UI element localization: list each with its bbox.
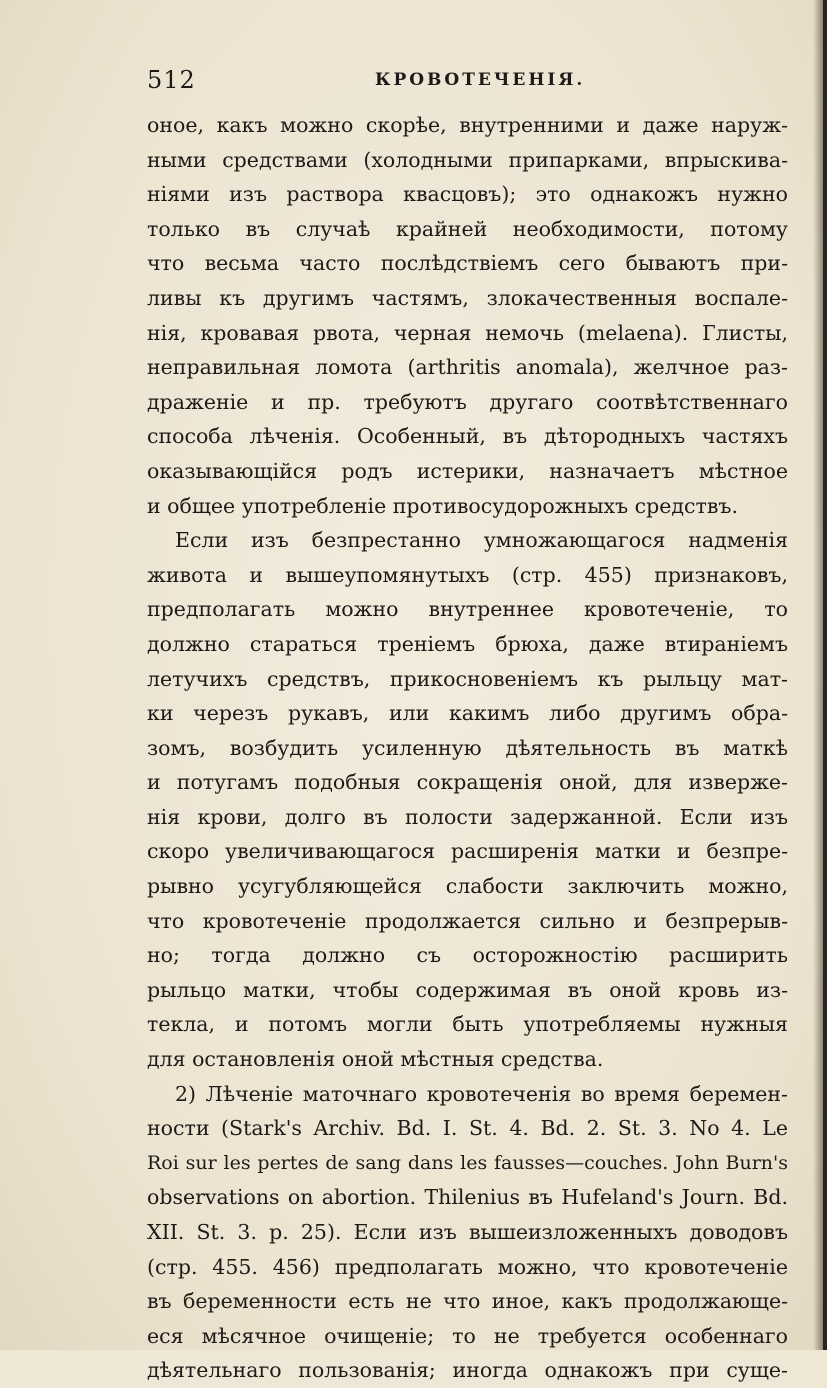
- page-edge: [823, 0, 827, 1350]
- text-line: нія, кровавая рвота, черная немочь (melaena). Глисты,: [147, 320, 788, 345]
- text-line: и общее употребленіе противосудорожныхъ средствъ.: [147, 493, 738, 518]
- page-number: 512: [147, 66, 196, 94]
- text-line: способа лѣченія. Особенный, въ дѣтородныхъ частяхъ: [147, 424, 788, 449]
- text-line: скоро увеличивающагося расширенія матки и безпре-: [147, 839, 788, 864]
- text-line: оное, какъ можно скорѣе, внутренними и даже наруж-: [147, 113, 788, 137]
- running-title: КРОВОТЕЧЕНІЯ.: [375, 70, 586, 90]
- text-line: дѣятельнаго пользованія; иногда однакожъ при суще-: [147, 1358, 788, 1383]
- text-line: XII. St. 3. p. 25). Если изъ вышеизложенныхъ доводовъ: [147, 1220, 788, 1244]
- text-line: летучихъ средствъ, прикосновеніемъ къ рыльцу мат-: [147, 666, 788, 691]
- text-line: что кровотеченіе продолжается сильно и безпрерыв-: [147, 908, 788, 933]
- body-text: [147, 108, 788, 1388]
- text-line: Roi sur les pertes de sang dans les fausses—couches. John Burn's: [147, 1151, 788, 1174]
- text-line: въ беременности есть не что иное, какъ продолжающе-: [147, 1289, 788, 1314]
- text-line: ными средствами (холодными припарками, впрыскива-: [147, 147, 788, 172]
- text-line: ливы къ другимъ частямъ, злокачественныя воспале-: [147, 285, 788, 310]
- text-line: и потугамъ подобныя сокращенія оной, для изверже-: [147, 770, 788, 795]
- text-line: должно стараться треніемъ брюха, даже втираніемъ: [147, 631, 788, 656]
- text-line: живота и вышеупомянутыхъ (стр. 455) признаковъ,: [147, 562, 788, 587]
- text-line: зомъ, возбудить усиленную дѣятельность въ маткѣ: [147, 735, 788, 760]
- text-line: неправильная ломота (arthritis anomala), желчное раз-: [147, 355, 788, 380]
- text-line: только въ случаѣ крайней необходимости, потому: [147, 216, 788, 241]
- text-line: 2) Лѣченіе маточнаго кровотеченія во время беремен-: [175, 1081, 788, 1106]
- text-line: нія крови, долго въ полости задержанной. Если изъ: [147, 804, 788, 829]
- text-line: рывно усугубляющейся слабости заключить можно,: [147, 874, 788, 899]
- text-line: рыльцо матки, чтобы содержимая въ оной кровь из-: [147, 977, 788, 1002]
- text-line: (стр. 455. 456) предполагать можно, что кровотеченіе: [147, 1254, 788, 1279]
- text-line: предполагать можно внутреннее кровотеченіе, то: [147, 597, 788, 622]
- text-line: драженіе и пр. требуютъ другаго соотвѣтственнаго: [147, 389, 788, 414]
- text-line: текла, и потомъ могли быть употребляемы нужныя: [147, 1012, 788, 1037]
- text-line: но; тогда должно съ осторожностію расширить: [147, 943, 788, 968]
- text-line: что весьма часто послѣдствіемъ сего бываютъ при-: [147, 251, 788, 276]
- page-header: [147, 66, 787, 96]
- text-line: еся мѣсячное очищеніе; то не требуется особеннаго: [147, 1323, 788, 1348]
- text-line: ніями изъ раствора квасцовъ); это однакожъ нужно: [147, 182, 788, 207]
- text-line: Если изъ безпрестанно умножающагося надменія: [175, 528, 788, 553]
- text-line: observations on abortion. Thilenius въ Hufeland's Journ. Bd.: [147, 1185, 788, 1210]
- text-line: ности (Stark's Archiv. Bd. I. St. 4. Bd. 2. St. 3. No 4. Le: [147, 1116, 788, 1141]
- text-line: оказывающійся родъ истерики, назначаетъ мѣстное: [147, 458, 788, 483]
- text-line: для остановленія оной мѣстныя средства.: [147, 1047, 604, 1072]
- text-line: ки черезъ рукавъ, или какимъ либо другимъ обра-: [147, 701, 788, 726]
